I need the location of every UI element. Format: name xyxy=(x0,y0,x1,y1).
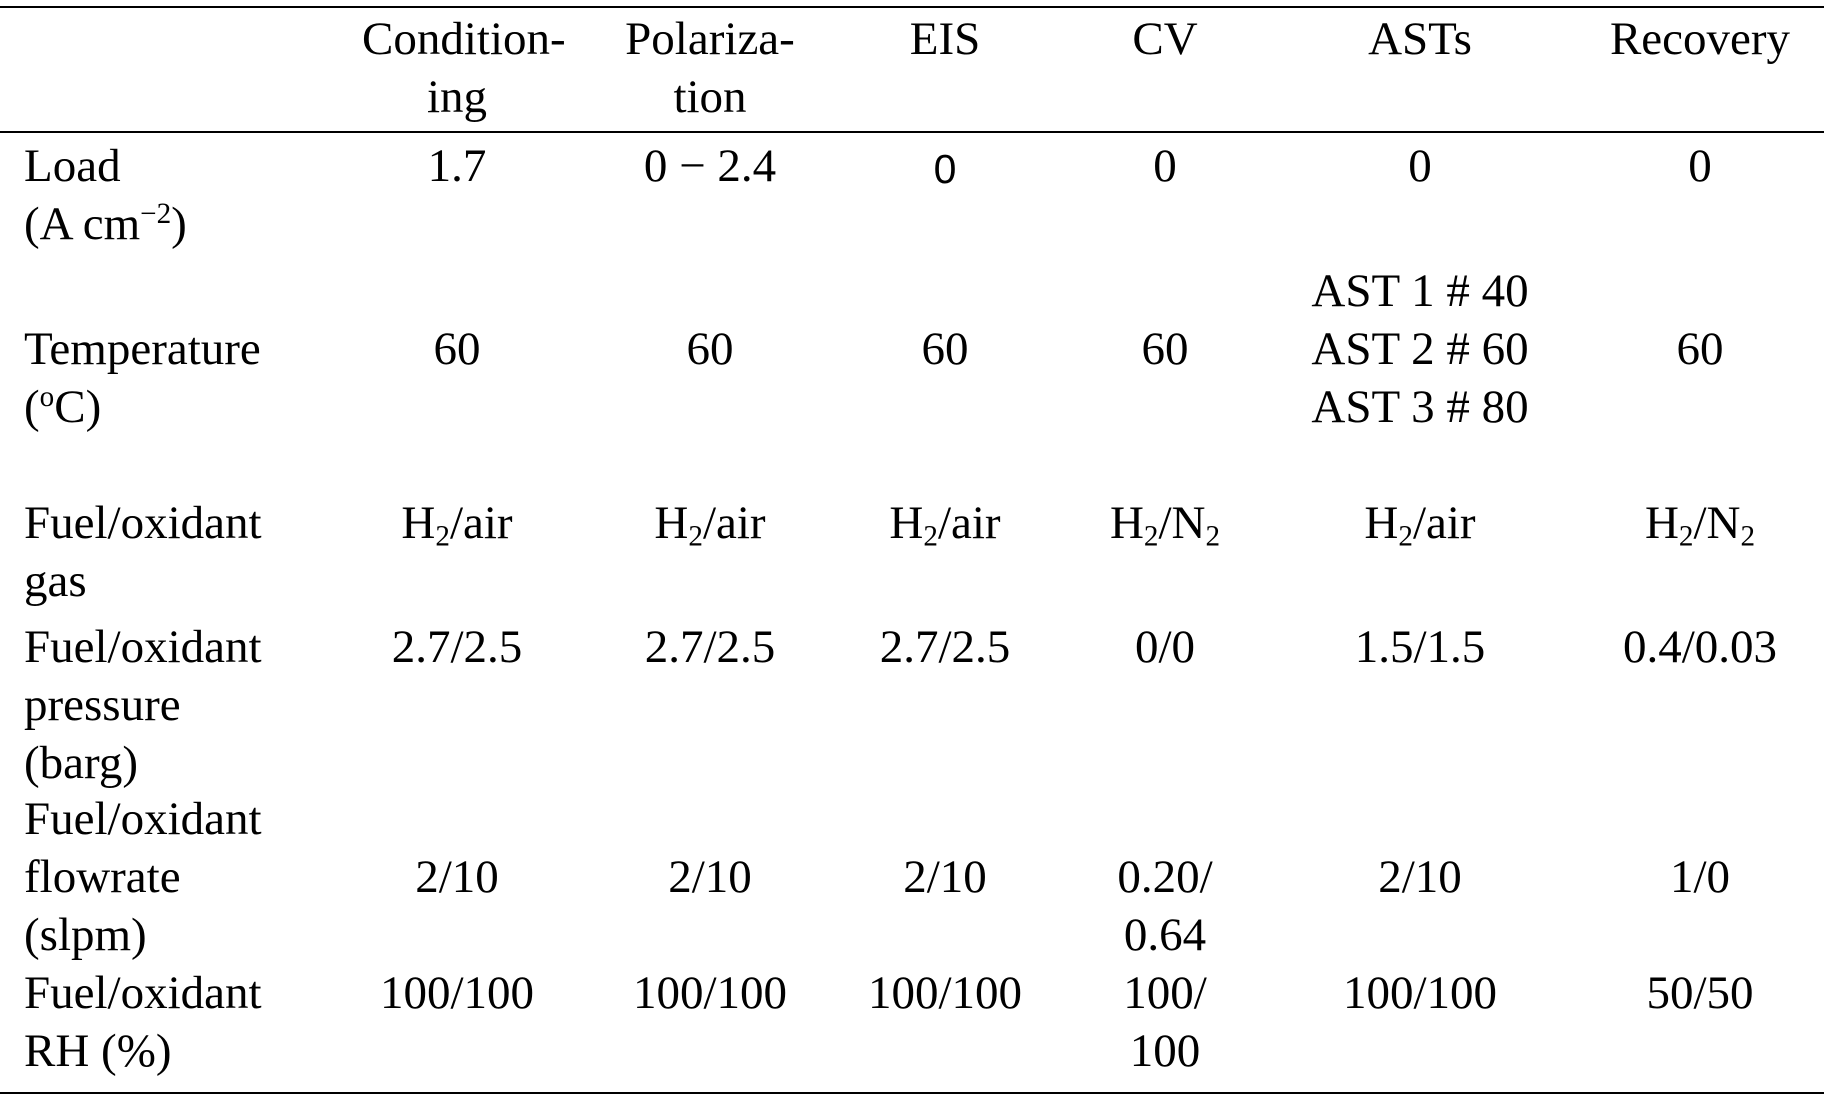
table-cell xyxy=(855,494,1035,552)
table-header-rule xyxy=(0,131,1824,133)
table-cell: 50/50 xyxy=(1646,967,1754,1019)
table-cell xyxy=(362,494,552,552)
table-cell xyxy=(1080,964,1250,1080)
subscript: 2 xyxy=(923,520,938,553)
label-line: Fuel/oxidant xyxy=(24,967,262,1019)
table-cell: 2/10 xyxy=(903,851,987,903)
table-cell xyxy=(1280,494,1560,552)
label-line: Fuel/oxidant xyxy=(24,497,262,549)
table-cell: 2/10 xyxy=(415,851,499,903)
formula-text: H xyxy=(1109,497,1144,549)
header-line: ing xyxy=(426,71,488,123)
ast-temperature-line: AST 1 # 40 xyxy=(1311,265,1529,317)
table-cell: 0 − 2.4 xyxy=(643,140,777,192)
formula-text: /N xyxy=(1693,497,1741,549)
row-label-pressure xyxy=(24,618,262,792)
superscript: −2 xyxy=(140,197,172,230)
header-line: CV xyxy=(1132,13,1198,65)
table-cell: 0 xyxy=(933,146,957,192)
table-cell: 100/100 xyxy=(867,967,1023,1019)
cell-line: 100 xyxy=(1129,1025,1201,1077)
table-cell: 1/0 xyxy=(1669,851,1731,903)
table-cell xyxy=(1585,494,1815,552)
label-line: (slpm) xyxy=(24,909,147,961)
table-cell: 60 xyxy=(1676,323,1724,375)
table-cell: 2.7/2.5 xyxy=(644,621,776,673)
label-line: Fuel/oxidant xyxy=(24,621,262,673)
table-cell: 60 xyxy=(921,323,969,375)
subscript: 2 xyxy=(1740,520,1756,553)
formula-text: /N xyxy=(1158,497,1206,549)
label-text: ) xyxy=(171,198,187,250)
label-line: Fuel/oxidant xyxy=(24,793,262,845)
header-line: Polariza- xyxy=(625,13,795,65)
header-line: Condition- xyxy=(362,13,566,65)
column-header-cv xyxy=(1080,10,1250,68)
label-line xyxy=(24,195,187,253)
table-cell: 2/10 xyxy=(1378,851,1462,903)
table-cell: 0/0 xyxy=(1134,621,1196,673)
table-bottom-rule xyxy=(0,1092,1824,1094)
formula-text: H xyxy=(654,497,689,549)
label-line: flowrate xyxy=(24,851,181,903)
label-text: (A cm xyxy=(24,198,141,250)
table-cell xyxy=(610,494,810,552)
header-line: tion xyxy=(673,71,747,123)
table-cell: 0 xyxy=(1153,140,1177,192)
superscript: o xyxy=(39,380,55,413)
cell-line: 100/ xyxy=(1123,967,1207,1019)
table-cell: 1.5/1.5 xyxy=(1354,621,1486,673)
label-text: C) xyxy=(54,381,102,433)
table-cell: 1.7 xyxy=(427,140,487,192)
formula-text: H xyxy=(1644,497,1679,549)
formula-text: H xyxy=(401,497,436,549)
row-label-rh xyxy=(24,964,262,1080)
column-header-polarization xyxy=(610,10,810,126)
header-line: ASTs xyxy=(1368,13,1472,65)
subscript: 2 xyxy=(435,520,450,553)
formula-text: H xyxy=(1364,497,1399,549)
label-text: ( xyxy=(24,381,40,433)
subscript: 2 xyxy=(1678,520,1694,553)
label-line: Temperature xyxy=(24,323,261,375)
table-cell: 0 xyxy=(1688,140,1712,192)
column-header-eis xyxy=(855,10,1035,68)
table-cell: 60 xyxy=(686,323,734,375)
subscript: 2 xyxy=(1205,520,1221,553)
table-cell: 60 xyxy=(1141,323,1189,375)
row-label-load xyxy=(24,137,187,253)
column-header-conditioning xyxy=(362,10,566,126)
table-cell: 100/100 xyxy=(379,967,535,1019)
row-label-temperature xyxy=(24,320,261,436)
table-cell-ast-temperatures xyxy=(1280,262,1560,436)
row-label-gas xyxy=(24,494,262,610)
table-cell: 0.4/0.03 xyxy=(1622,621,1778,673)
table-cell xyxy=(1080,494,1250,552)
table-cell: 100/100 xyxy=(632,967,788,1019)
label-line: (barg) xyxy=(24,737,138,789)
header-line: Recovery xyxy=(1609,13,1791,65)
header-line: EIS xyxy=(909,13,981,65)
subscript: 2 xyxy=(1398,520,1413,553)
cell-line: 0.20/ xyxy=(1117,851,1213,903)
label-line: Load xyxy=(24,140,121,192)
table-cell xyxy=(1080,848,1250,964)
label-line: gas xyxy=(24,555,87,607)
table-cell: 60 xyxy=(433,323,481,375)
subscript: 2 xyxy=(1143,520,1159,553)
table-cell: 0 xyxy=(1408,140,1432,192)
ast-temperature-line: AST 2 # 60 xyxy=(1311,323,1529,375)
formula-text: /air xyxy=(1412,497,1476,549)
subscript: 2 xyxy=(688,520,703,553)
table-cell: 2.7/2.5 xyxy=(879,621,1011,673)
table-cell: 2/10 xyxy=(668,851,752,903)
formula-text: H xyxy=(889,497,924,549)
formula-text: /air xyxy=(702,497,766,549)
column-header-asts xyxy=(1280,10,1560,68)
row-label-flowrate xyxy=(24,790,262,964)
label-line: RH (%) xyxy=(24,1025,172,1077)
formula-text: /air xyxy=(937,497,1001,549)
column-header-recovery xyxy=(1585,10,1815,68)
ast-temperature-line: AST 3 # 80 xyxy=(1311,381,1529,433)
label-line xyxy=(24,378,261,436)
label-line: pressure xyxy=(24,679,181,731)
cell-line: 0.64 xyxy=(1123,909,1207,961)
formula-text: /air xyxy=(449,497,513,549)
table-top-rule xyxy=(0,6,1824,8)
table-cell: 100/100 xyxy=(1342,967,1498,1019)
table-cell: 2.7/2.5 xyxy=(391,621,523,673)
